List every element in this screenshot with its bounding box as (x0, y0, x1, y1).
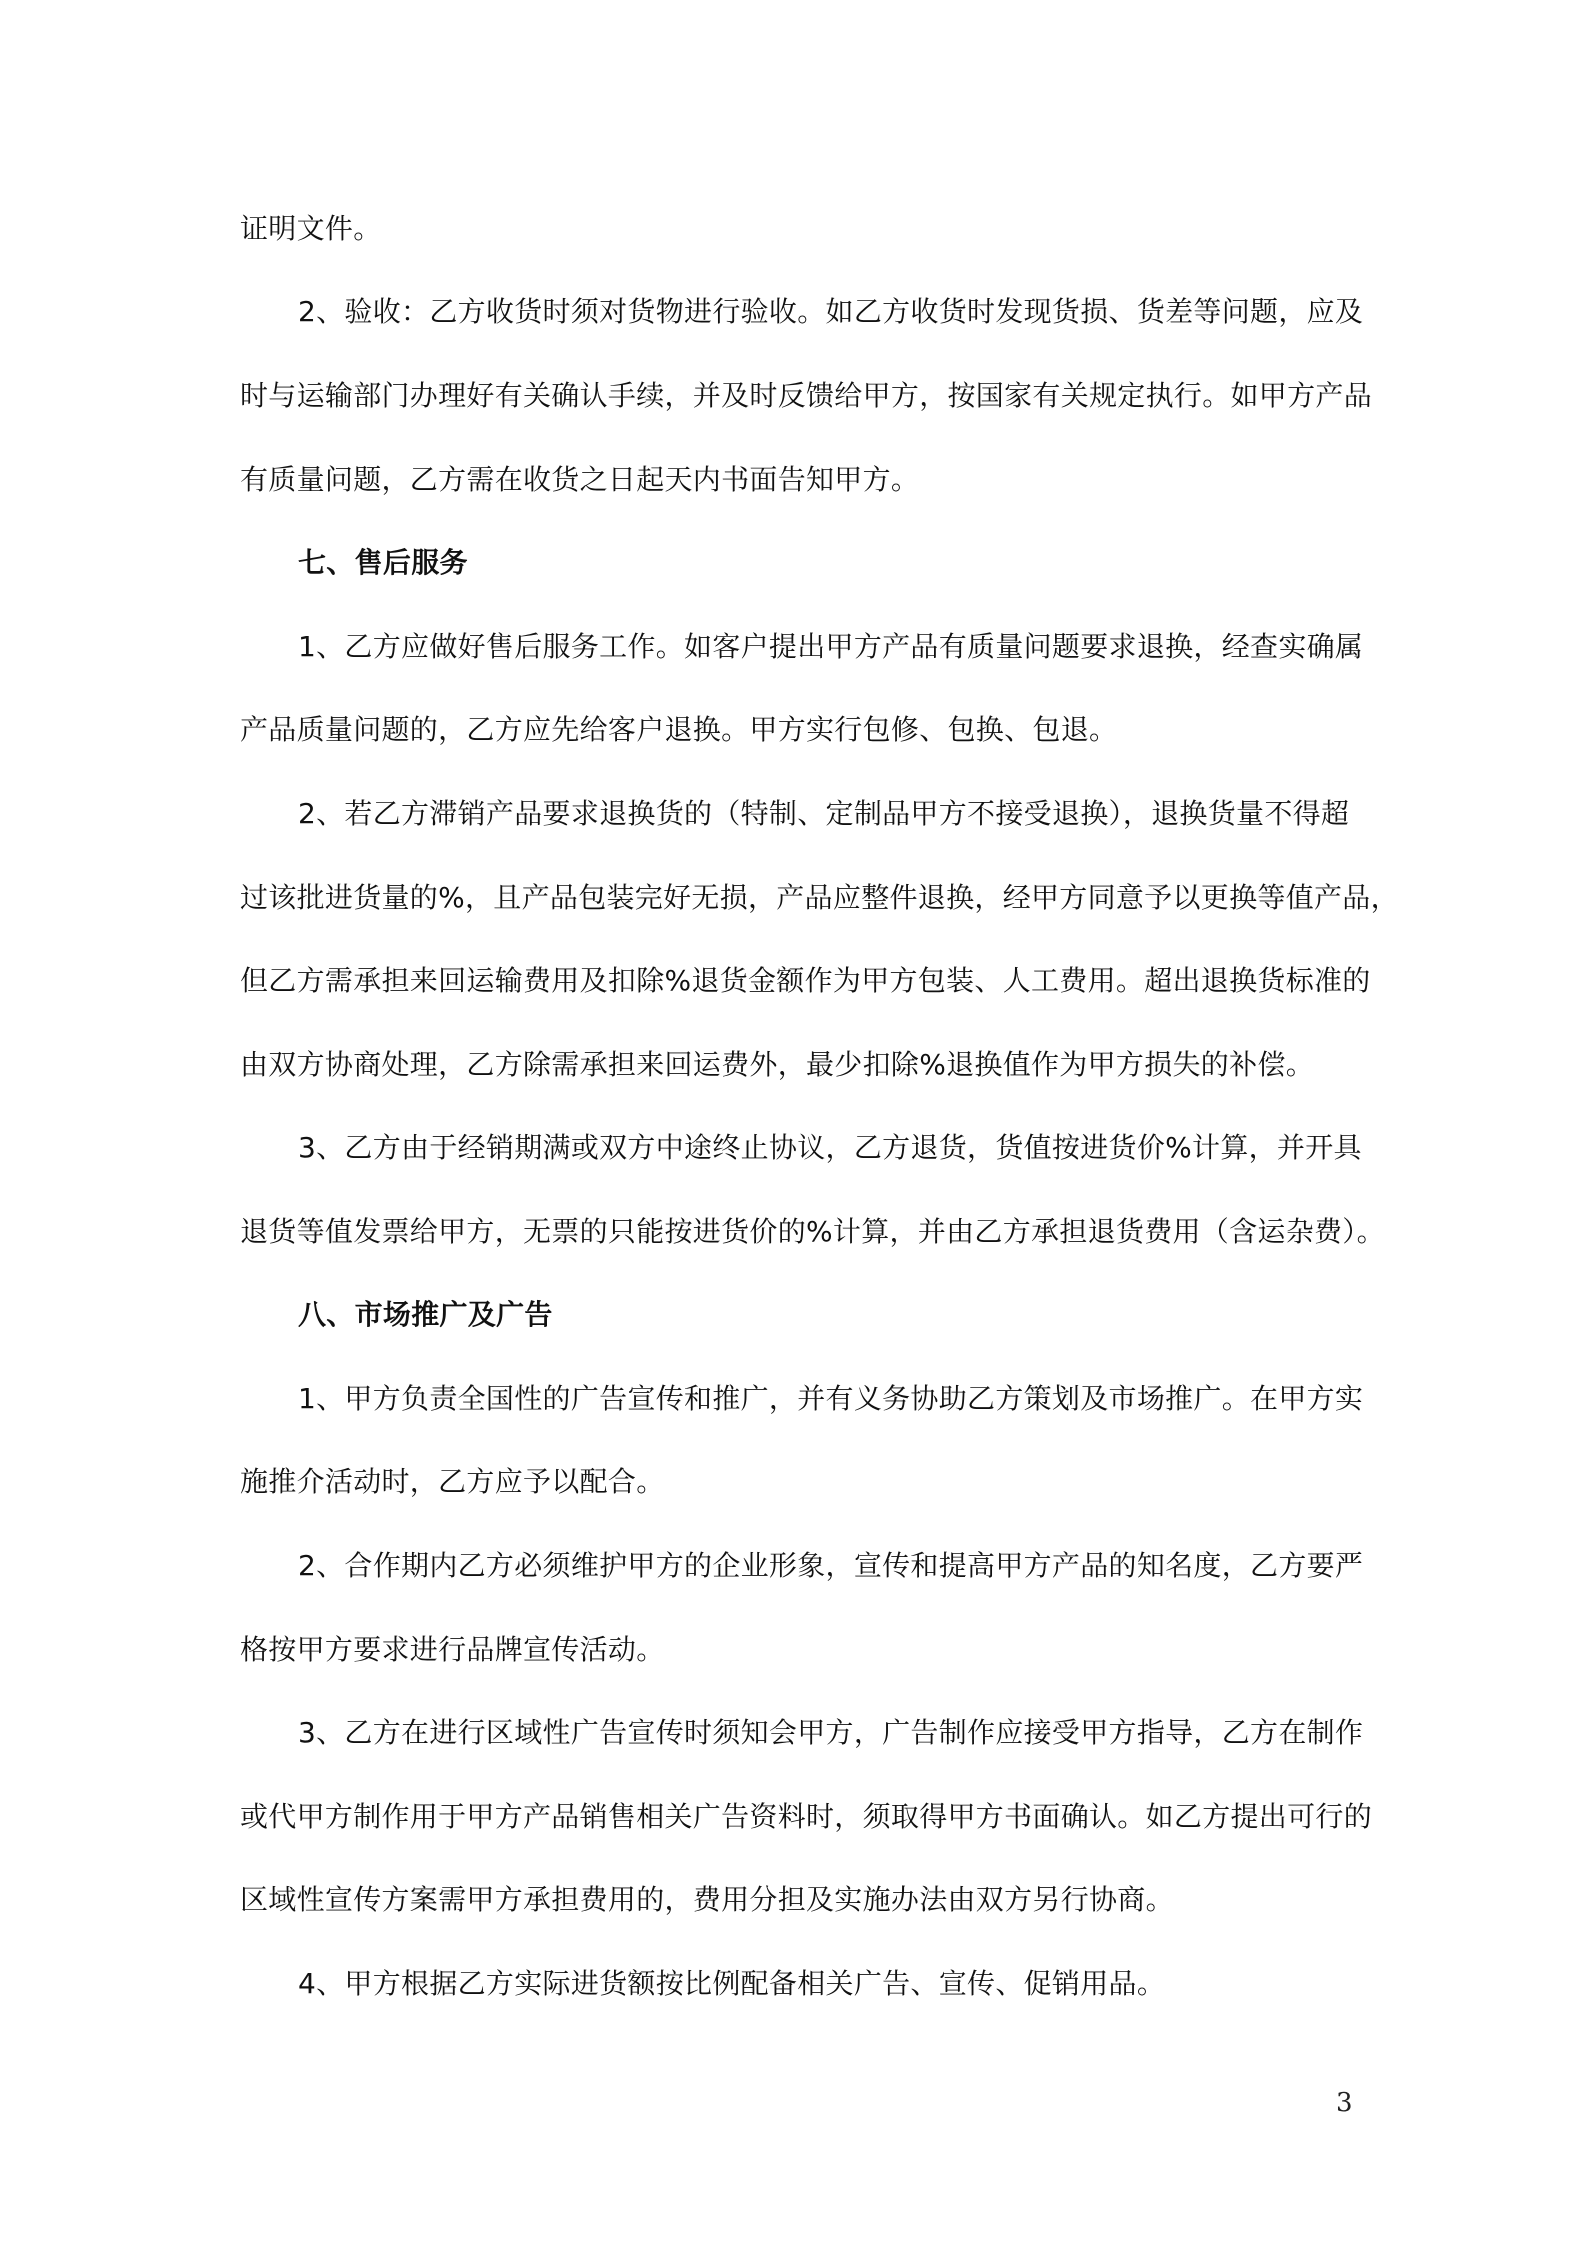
text-line: 产品质量问题的，乙方应先给客户退换。甲方实行包修、包换、包退。 (240, 713, 1118, 746)
text-line: 时与运输部门办理好有关确认手续，并及时反馈给甲方，按国家有关规定执行。如甲方产品 (240, 379, 1373, 412)
text-line: 3、乙方在进行区域性广告宣传时须知会甲方，广告制作应接受甲方指导，乙方在制作 (298, 1716, 1364, 1749)
text-line: 格按甲方要求进行品牌宣传活动。 (240, 1633, 665, 1666)
text-line: 区域性宣传方案需甲方承担费用的，费用分担及实施办法由双方另行协商。 (240, 1883, 1174, 1916)
text-line: 有质量问题，乙方需在收货之日起天内书面告知甲方。 (240, 463, 920, 496)
text-line: 2、合作期内乙方必须维护甲方的企业形象，宣传和提高甲方产品的知名度，乙方要严 (298, 1549, 1364, 1582)
text-line: 1、乙方应做好售后服务工作。如客户提出甲方产品有质量问题要求退换，经查实确属 (298, 630, 1364, 663)
text-line: 由双方协商处理，乙方除需承担来回运费外，最少扣除%退换值作为甲方损失的补偿。 (240, 1048, 1315, 1081)
text-line: 证明文件。 (240, 212, 382, 245)
text-line: 2、验收：乙方收货时须对货物进行验收。如乙方收货时发现货损、货差等问题，应及 (298, 295, 1364, 328)
text-line: 施推介活动时，乙方应予以配合。 (240, 1465, 665, 1498)
text-line: 1、甲方负责全国性的广告宣传和推广，并有义务协助乙方策划及市场推广。在甲方实 (298, 1382, 1364, 1415)
text-line: 但乙方需承担来回运输费用及扣除%退货金额作为甲方包装、人工费用。超出退换货标准的 (240, 964, 1371, 997)
text-line: 4、甲方根据乙方实际进货额按比例配备相关广告、宣传、促销用品。 (298, 1967, 1166, 2000)
text-line: 3、乙方由于经销期满或双方中途终止协议，乙方退货，货值按进货价%计算，并开具 (298, 1131, 1362, 1164)
text-line: 或代甲方制作用于甲方产品销售相关广告资料时，须取得甲方书面确认。如乙方提出可行的 (240, 1800, 1373, 1833)
section-heading: 七、售后服务 (298, 546, 468, 579)
text-line: 2、若乙方滞销产品要求退换货的（特制、定制品甲方不接受退换），退换货量不得超 (298, 797, 1350, 830)
section-heading: 八、市场推广及广告 (298, 1298, 553, 1331)
page-number: 3 (1336, 2088, 1353, 2118)
text-line: 过该批进货量的%，且产品包装完好无损，产品应整件退换，经甲方同意予以更换等值产品， (240, 881, 1399, 914)
text-line: 退货等值发票给甲方，无票的只能按进货价的%计算，并由乙方承担退货费用（含运杂费）。 (240, 1215, 1385, 1248)
